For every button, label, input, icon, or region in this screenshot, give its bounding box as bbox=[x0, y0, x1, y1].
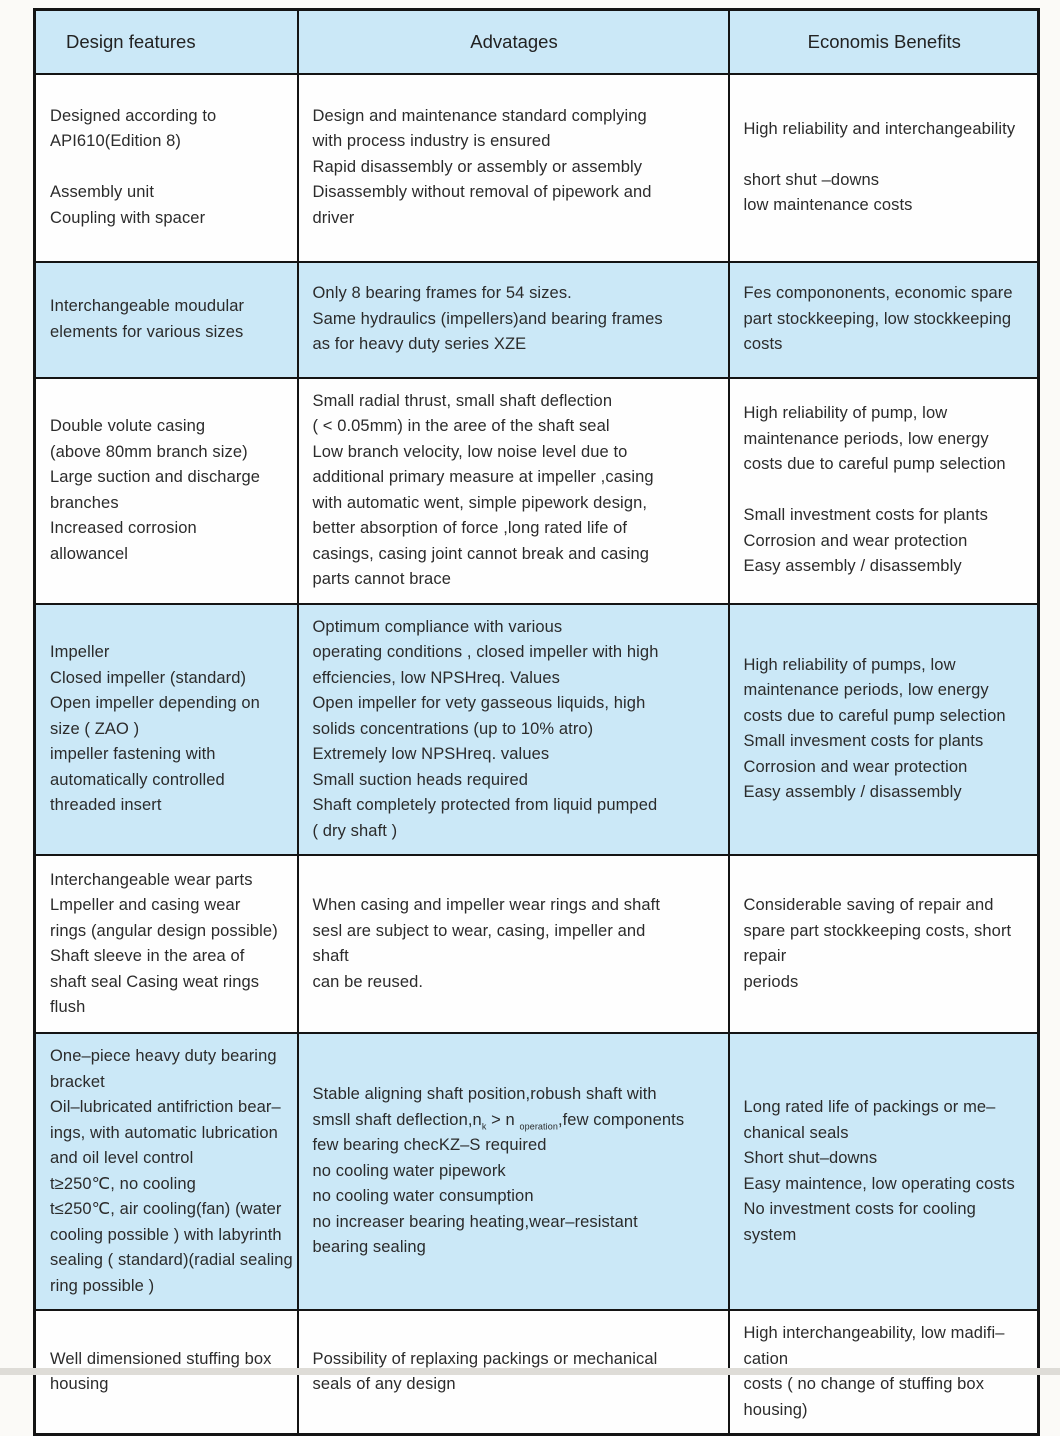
text-line: Easy assembly / disassembly bbox=[743, 557, 962, 576]
text-line: costs due to careful pump selection bbox=[743, 455, 1006, 474]
cell-advantages bbox=[298, 604, 729, 856]
text-line: Lmpeller and casing wear bbox=[50, 896, 241, 914]
text-line: costs due to careful pump selection bbox=[743, 706, 1006, 725]
text-line: parts cannot brace bbox=[312, 570, 451, 588]
text-line: t≥250℃, no cooling bbox=[50, 1174, 196, 1193]
spec-table-container bbox=[33, 8, 1040, 1436]
table-row bbox=[35, 1033, 1039, 1310]
text-line bbox=[744, 478, 1026, 504]
table-row bbox=[35, 855, 1039, 1033]
text-line: costs bbox=[743, 335, 783, 354]
text-line: Extremely low NPSHreq. values bbox=[312, 745, 550, 763]
text-line: no cooling water pipework bbox=[312, 1161, 506, 1180]
text-line: short shut –downs bbox=[743, 170, 880, 189]
text-line: Disassembly without removal of pipework and bbox=[312, 183, 652, 202]
text-line: periods bbox=[743, 972, 799, 991]
text-line: chanical seals bbox=[743, 1123, 849, 1142]
table-row bbox=[35, 378, 1039, 604]
text-line: few bearing checKZ–S required bbox=[312, 1136, 547, 1155]
text-line: Well dimensioned stuffing box bbox=[50, 1349, 272, 1368]
text-line: housing) bbox=[743, 1400, 808, 1419]
text-line: Small suction heads required bbox=[312, 770, 529, 789]
cell-advantages bbox=[298, 855, 729, 1033]
text-line: Low branch velocity, low noise level due to bbox=[312, 442, 628, 461]
text-line: Optimum compliance with various bbox=[312, 617, 563, 636]
text-line bbox=[50, 155, 285, 181]
text-line: no increaser bearing heating,wear–resistant bbox=[312, 1212, 638, 1231]
text-line: Fes compononents, economic spare bbox=[743, 284, 1013, 303]
text-line: rings (angular design possible) bbox=[50, 921, 278, 940]
text-line: t≤250℃, air cooling(fan) (water bbox=[50, 1200, 282, 1218]
text-line: branches bbox=[50, 493, 119, 512]
text-line: system bbox=[743, 1225, 797, 1244]
text-line: Long rated life of packings or me– bbox=[743, 1098, 996, 1116]
cell-benefits bbox=[729, 604, 1039, 856]
text-line: can be reused. bbox=[312, 972, 424, 991]
text-line: threaded insert bbox=[50, 796, 162, 814]
text-line: Considerable saving of repair and bbox=[743, 896, 994, 914]
text-line: operating conditions , closed impeller with high bbox=[312, 643, 659, 661]
text-line: sesl are subject to wear, casing, impeller and bbox=[312, 921, 646, 940]
header-row bbox=[35, 10, 1039, 74]
text-line: and oil level control bbox=[50, 1149, 194, 1167]
cell-advantages bbox=[298, 1033, 729, 1310]
table-row bbox=[35, 262, 1039, 378]
text-line: API610(Edition 8) bbox=[50, 132, 182, 151]
cell-features bbox=[35, 1033, 298, 1310]
text-line: Interchangeable wear parts bbox=[50, 870, 253, 889]
cell-features bbox=[35, 855, 298, 1033]
text-line: maintenance periods, low energy bbox=[743, 681, 989, 700]
text-line: with process industry is ensured bbox=[312, 132, 551, 151]
text-line: repair bbox=[743, 947, 787, 965]
text-line: Coupling with spacer bbox=[50, 208, 206, 227]
cell-features bbox=[35, 604, 298, 856]
text-line: Closed impeller (standard) bbox=[50, 668, 247, 687]
page-bottom-strip bbox=[0, 1368, 1060, 1375]
text-line: Only 8 bearing frames for 54 sizes. bbox=[312, 284, 572, 303]
text-line: High reliability of pumps, low bbox=[743, 655, 956, 674]
text-line: with automatic went, simple pipework design, bbox=[312, 493, 648, 512]
text-line: Large suction and discharge bbox=[50, 468, 261, 486]
text-line: additional primary measure at impeller ,casing bbox=[312, 468, 654, 486]
text-line: automatically controlled bbox=[50, 770, 225, 789]
text-line: costs ( no change of stuffing box bbox=[743, 1375, 985, 1393]
text-line: smsll shaft $deflection,n_k > n$ $_{operation}$,few components bbox=[312, 1110, 685, 1132]
text-line: Oil–lubricated antifriction bear– bbox=[50, 1098, 281, 1116]
text-line: When casing and impeller wear rings and shaft bbox=[312, 896, 661, 914]
cell-advantages bbox=[298, 74, 729, 262]
text-line: Open impeller depending on bbox=[50, 694, 260, 712]
text-line: Small investment costs for plants bbox=[743, 506, 988, 525]
text-line: Interchangeable moudular bbox=[50, 297, 245, 315]
text-line: ings, with automatic lubrication bbox=[50, 1123, 278, 1142]
text-line: Impeller bbox=[50, 643, 110, 661]
text-line: Easy maintence, low operating costs bbox=[743, 1174, 1015, 1193]
text-line: seals of any design bbox=[312, 1375, 456, 1393]
text-line: part stockkeeping, low stockkeeping bbox=[743, 309, 1012, 328]
text-line: elements for various sizes bbox=[50, 322, 244, 341]
cell-benefits bbox=[729, 378, 1039, 604]
text-line: Stable aligning shaft position,robush shaft with bbox=[312, 1085, 657, 1104]
text-line: One–piece heavy duty bearing bbox=[50, 1047, 277, 1065]
text-line: Double volute casing bbox=[50, 417, 206, 435]
text-line: Short shut–downs bbox=[743, 1149, 878, 1167]
text-line: cooling possible ) with labyrinth bbox=[50, 1225, 282, 1244]
text-line: Increased corrosion bbox=[50, 519, 197, 537]
text-line: low maintenance costs bbox=[743, 196, 913, 214]
text-line: Small invesment costs for plants bbox=[743, 732, 984, 751]
text-line bbox=[744, 142, 1026, 168]
pump-features-table bbox=[33, 8, 1040, 1436]
text-line: High interchangeability, low madifi– bbox=[743, 1324, 1005, 1342]
cell-features bbox=[35, 378, 298, 604]
text-line: driver bbox=[312, 208, 355, 227]
text-line: High reliability and interchangeability bbox=[743, 119, 1016, 138]
cell-benefits bbox=[729, 855, 1039, 1033]
text-line: shaft seal Casing weat rings bbox=[50, 972, 260, 991]
text-line: Rapid disassembly or assembly or assembly bbox=[312, 157, 643, 176]
text-line: casings, casing joint cannot break and casing bbox=[312, 544, 650, 563]
text-line: Corrosion and wear protection bbox=[743, 757, 968, 776]
text-line: ring possible ) bbox=[50, 1276, 155, 1295]
table-header bbox=[35, 10, 1039, 74]
text-line: Easy assembly / disassembly bbox=[743, 783, 962, 802]
text-line: ( < 0.05mm) in the aree of the shaft seal bbox=[312, 417, 610, 435]
text-line: spare part stockkeeping costs, short bbox=[743, 921, 1012, 940]
text-line: Design and maintenance standard complying bbox=[312, 106, 647, 125]
text-line: better absorption of force ,long rated life of bbox=[312, 519, 628, 537]
text-line: shaft bbox=[312, 947, 349, 965]
text-line: Assembly unit bbox=[50, 183, 155, 202]
cell-advantages bbox=[298, 378, 729, 604]
text-line: Designed according to bbox=[50, 106, 217, 125]
text-line: Same hydraulics (impellers)and bearing frames bbox=[312, 309, 663, 328]
header-advantages: Advatages bbox=[298, 10, 729, 74]
text-line: allowancel bbox=[50, 544, 129, 563]
cell-benefits bbox=[729, 1033, 1039, 1310]
text-line: ( dry shaft ) bbox=[312, 821, 398, 840]
text-line: effciencies, low NPSHreq. Values bbox=[312, 668, 560, 687]
text-line: Shaft completely protected from liquid pumped bbox=[312, 796, 658, 814]
text-line: housing bbox=[50, 1375, 109, 1393]
cell-benefits bbox=[729, 74, 1039, 262]
text-line: Shaft sleeve in the area of bbox=[50, 947, 245, 965]
cell-features bbox=[35, 262, 298, 378]
text-line: sealing ( standard)(radial sealing bbox=[50, 1251, 293, 1269]
text-line: (above 80mm branch size) bbox=[50, 442, 248, 461]
cell-benefits bbox=[729, 262, 1039, 378]
header-economic-benefits: Economis Benefits bbox=[729, 10, 1039, 74]
table-row bbox=[35, 74, 1039, 262]
text-line: Corrosion and wear protection bbox=[743, 531, 968, 550]
text-line: size ( ZAO ) bbox=[50, 719, 140, 738]
text-line: bearing sealing bbox=[312, 1238, 426, 1257]
text-line: bracket bbox=[50, 1072, 105, 1091]
text-line: No investment costs for cooling bbox=[743, 1200, 976, 1218]
text-line: High reliability of pump, low bbox=[743, 404, 948, 423]
header-design-features: Design features bbox=[35, 10, 298, 74]
text-line: maintenance periods, low energy bbox=[743, 429, 989, 448]
text-line: Small radial thrust, small shaft deflection bbox=[312, 391, 613, 410]
text-line: flush bbox=[50, 998, 86, 1016]
text-line: no cooling water consumption bbox=[312, 1187, 534, 1206]
table-body bbox=[35, 74, 1039, 1435]
cell-features bbox=[35, 74, 298, 262]
text-line: impeller fastening with bbox=[50, 745, 216, 763]
text-line: cation bbox=[743, 1349, 789, 1368]
table-row bbox=[35, 604, 1039, 856]
text-line: Open impeller for vety gasseous liquids, high bbox=[312, 694, 646, 712]
text-line: solids concentrations (up to 10% atro) bbox=[312, 719, 594, 738]
text-line: as for heavy duty series XZE bbox=[312, 335, 527, 354]
text-line: Possibility of replaxing packings or mechanical bbox=[312, 1349, 658, 1368]
cell-advantages bbox=[298, 262, 729, 378]
